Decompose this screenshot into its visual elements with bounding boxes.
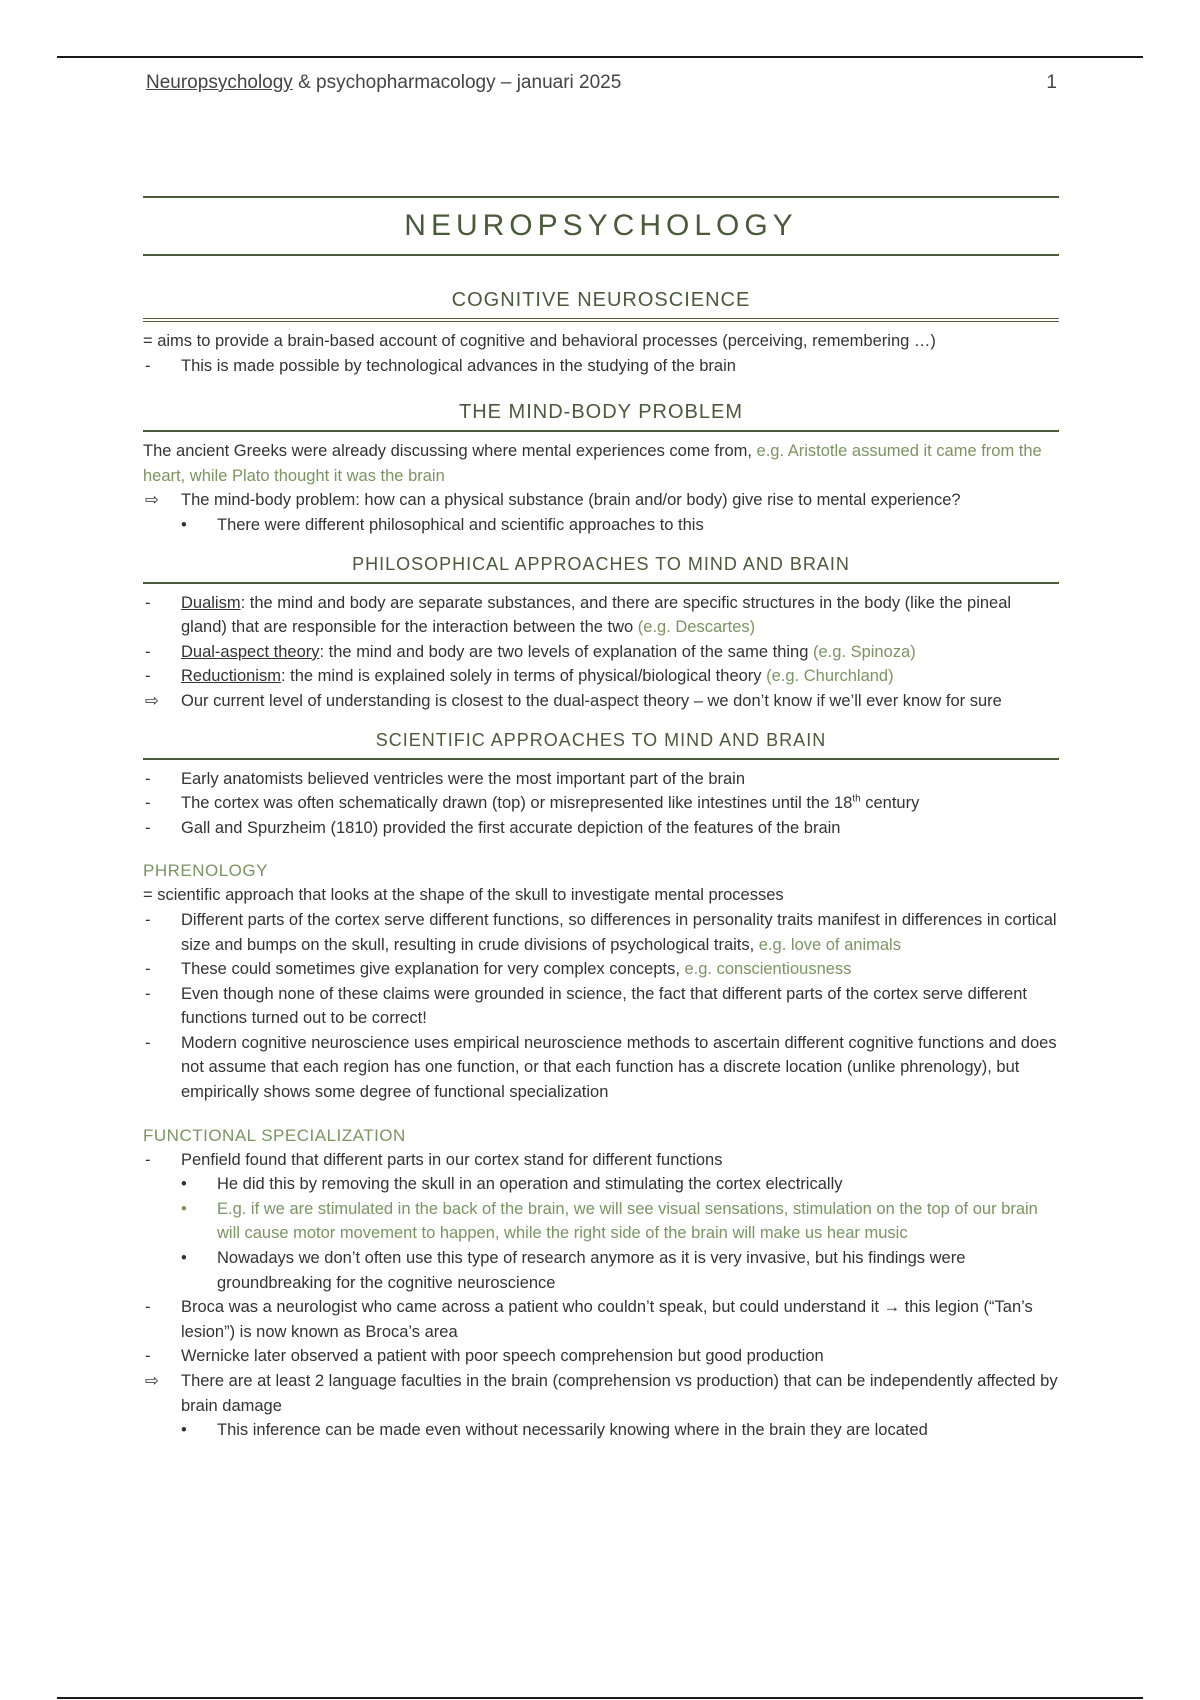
example-text: (e.g. Descartes) — [637, 618, 756, 637]
heading-philosophical-approaches: PHILOSOPHICAL APPROACHES TO MIND AND BRAIN — [143, 550, 1059, 584]
list-item — [143, 957, 1059, 982]
dash-marker: - — [145, 356, 151, 375]
dash-marker: - — [145, 818, 151, 837]
list-item — [143, 591, 1059, 640]
list-item-text: Different parts of the cortex serve different functions, so differences in personality traits manifest in differences in cortical size and bumps on the skull, resulting in crude divisions of psychological traits, — [181, 910, 1057, 954]
list-item-text: : the mind and body are separate substances, and there are specific structures in the body (like the pineal gland) that are responsible for the interaction between the two — [181, 593, 1012, 637]
paragraph: = scientific approach that looks at the shape of the skull to investigate mental processes — [143, 886, 784, 905]
dash-marker: - — [145, 667, 151, 686]
header-title-underlined: Neuropsychology — [146, 72, 293, 93]
paragraph-text: The ancient Greeks were already discussing where mental experiences come from, — [143, 442, 757, 461]
bottom-rule — [57, 1697, 1143, 1699]
list-item — [143, 1369, 1059, 1418]
paragraph: = aims to provide a brain-based account of cognitive and behavioral processes (perceiving, remembering …) — [143, 332, 936, 350]
dash-marker: - — [145, 1150, 151, 1169]
bullet-icon: • — [181, 1199, 187, 1218]
list-item — [143, 791, 1059, 816]
arrow-icon: ⇨ — [145, 1372, 159, 1390]
list-item — [143, 1148, 1059, 1173]
list-item-text: The cortex was often schematically drawn (top) or misrepresented like intestines until the 18 — [181, 794, 853, 813]
list-item — [143, 664, 1059, 689]
dash-marker: - — [145, 984, 151, 1003]
page-header — [146, 72, 1057, 98]
bullet-icon: • — [181, 515, 187, 534]
list-item — [143, 640, 1059, 665]
example-text: (e.g. Churchland) — [766, 667, 894, 686]
section-philosophical-approaches — [143, 584, 1059, 714]
list-item-text: : the mind is explained solely in terms of physical/biological theory — [280, 667, 767, 686]
list-item — [143, 488, 1059, 513]
dash-marker: - — [145, 910, 151, 929]
paragraph — [143, 439, 1059, 488]
list-item-text: Wernicke later observed a patient with poor speech comprehension but good production — [181, 1347, 824, 1366]
list-item — [143, 513, 1059, 538]
bullet-icon: • — [181, 1175, 187, 1194]
list-item — [143, 767, 1059, 792]
term-reductionism: Reductionism — [181, 667, 281, 686]
section-mind-body-problem — [143, 432, 1059, 537]
list-item-text: This inference can be made even without necessarily knowing where in the brain they are located — [217, 1421, 928, 1440]
section-cognitive-neuroscience — [143, 322, 1059, 378]
page-number: 1 — [1046, 72, 1057, 93]
dash-marker: - — [145, 1033, 151, 1052]
list-item — [143, 1031, 1059, 1105]
list-item-text: Our current level of understanding is closest to the dual-aspect theory – we don’t know if we’ll ever know for sure — [181, 691, 1002, 710]
bullet-icon: • — [181, 1249, 187, 1268]
dash-marker: - — [145, 1298, 151, 1317]
term-dual-aspect: Dual-aspect theory — [181, 642, 320, 661]
example-text: e.g. love of animals — [758, 935, 901, 954]
list-item-text: Even though none of these claims were grounded in science, the fact that different parts of the cortex serve different functions turned out to be correct! — [181, 984, 1027, 1028]
list-item-text: Modern cognitive neuroscience uses empirical neuroscience methods to ascertain different cognitive functions and does not assume that each region has one function, or that each function has a discrete location (unlike phrenology), but empirically shows some degree of functional specialization — [181, 1033, 1057, 1102]
arrow-icon: ⇨ — [145, 491, 159, 510]
list-item — [143, 1418, 1059, 1443]
heading-mind-body-problem: THE MIND-BODY PROBLEM — [143, 398, 1059, 432]
list-item-text: This is made possible by technological advances in the studying of the brain — [181, 356, 736, 375]
list-item-text: century — [860, 794, 920, 813]
list-item-text: Penfield found that different parts in our cortex stand for different functions — [181, 1150, 723, 1169]
header-title-rest: & psychopharmacology – januari 2025 — [292, 72, 622, 93]
heading-cognitive-neuroscience: COGNITIVE NEUROSCIENCE — [143, 286, 1059, 322]
dash-marker: - — [145, 794, 151, 813]
heading-phrenology: PHRENOLOGY — [143, 861, 268, 881]
list-item — [143, 1344, 1059, 1369]
top-rule — [57, 56, 1143, 58]
dash-marker: - — [145, 1347, 151, 1366]
list-item — [143, 1197, 1059, 1246]
arrow-icon: ⇨ — [145, 691, 159, 710]
list-item-text: There were different philosophical and scientific approaches to this — [217, 515, 704, 534]
example-text: e.g. conscientiousness — [684, 960, 852, 979]
heading-functional-specialization: FUNCTIONAL SPECIALIZATION — [143, 1125, 406, 1145]
list-item — [143, 816, 1059, 841]
list-item-text: There are at least 2 language faculties in the brain (comprehension vs production) that can be independently affected by brain damage — [181, 1372, 1058, 1415]
dash-marker: - — [145, 642, 151, 661]
list-item — [143, 354, 1059, 379]
heading-scientific-approaches: SCIENTIFIC APPROACHES TO MIND AND BRAIN — [143, 726, 1059, 760]
list-item — [143, 1246, 1059, 1295]
list-item — [143, 982, 1059, 1031]
list-item — [143, 908, 1059, 957]
section-scientific-approaches — [143, 760, 1059, 841]
example-text: (e.g. Spinoza) — [812, 642, 916, 661]
list-item-text: Gall and Spurzheim (1810) provided the first accurate depiction of the features of the brain — [181, 818, 841, 837]
dash-marker: - — [145, 769, 151, 788]
example-text: e.g. Aristotle assumed it came from the heart, while Plato thought it was the brain — [143, 442, 1042, 485]
list-item — [143, 1172, 1059, 1197]
list-item — [143, 1295, 1059, 1344]
bullet-icon: • — [181, 1421, 187, 1440]
example-text: E.g. if we are stimulated in the back of the brain, we will see visual sensations, stimulation on the top of our brain will cause motor movement to happen, while the right side of the brain will make us hear music — [217, 1199, 1038, 1243]
list-item-text: : the mind and body are two levels of explanation of the same thing — [319, 642, 813, 661]
term-dualism: Dualism — [181, 593, 241, 612]
list-item-text: Nowadays we don’t often use this type of research anymore as it is very invasive, but his findings were groundbreaking for the cognitive neuroscience — [217, 1249, 966, 1292]
main-title: NEUROPSYCHOLOGY — [143, 196, 1059, 256]
dash-marker: - — [145, 960, 151, 979]
list-item-text: He did this by removing the skull in an operation and stimulating the cortex electrically — [217, 1175, 843, 1194]
list-item-text: Early anatomists believed ventricles were the most important part of the brain — [181, 769, 746, 788]
section-phrenology — [143, 883, 1059, 1104]
dash-marker: - — [145, 593, 151, 612]
list-item-text: Broca was a neurologist who came across a patient who couldn’t speak, but could understand it → this legion (“Tan’s lesion”) is now known as Broca’s area — [181, 1298, 1033, 1341]
list-item — [143, 689, 1059, 714]
list-item-text: These could sometimes give explanation for very complex concepts, — [181, 960, 685, 979]
section-functional-specialization — [143, 1148, 1059, 1443]
superscript: th — [852, 793, 861, 805]
list-item-text: The mind-body problem: how can a physical substance (brain and/or body) give rise to mental experience? — [181, 491, 961, 510]
document-body — [143, 196, 1059, 1443]
